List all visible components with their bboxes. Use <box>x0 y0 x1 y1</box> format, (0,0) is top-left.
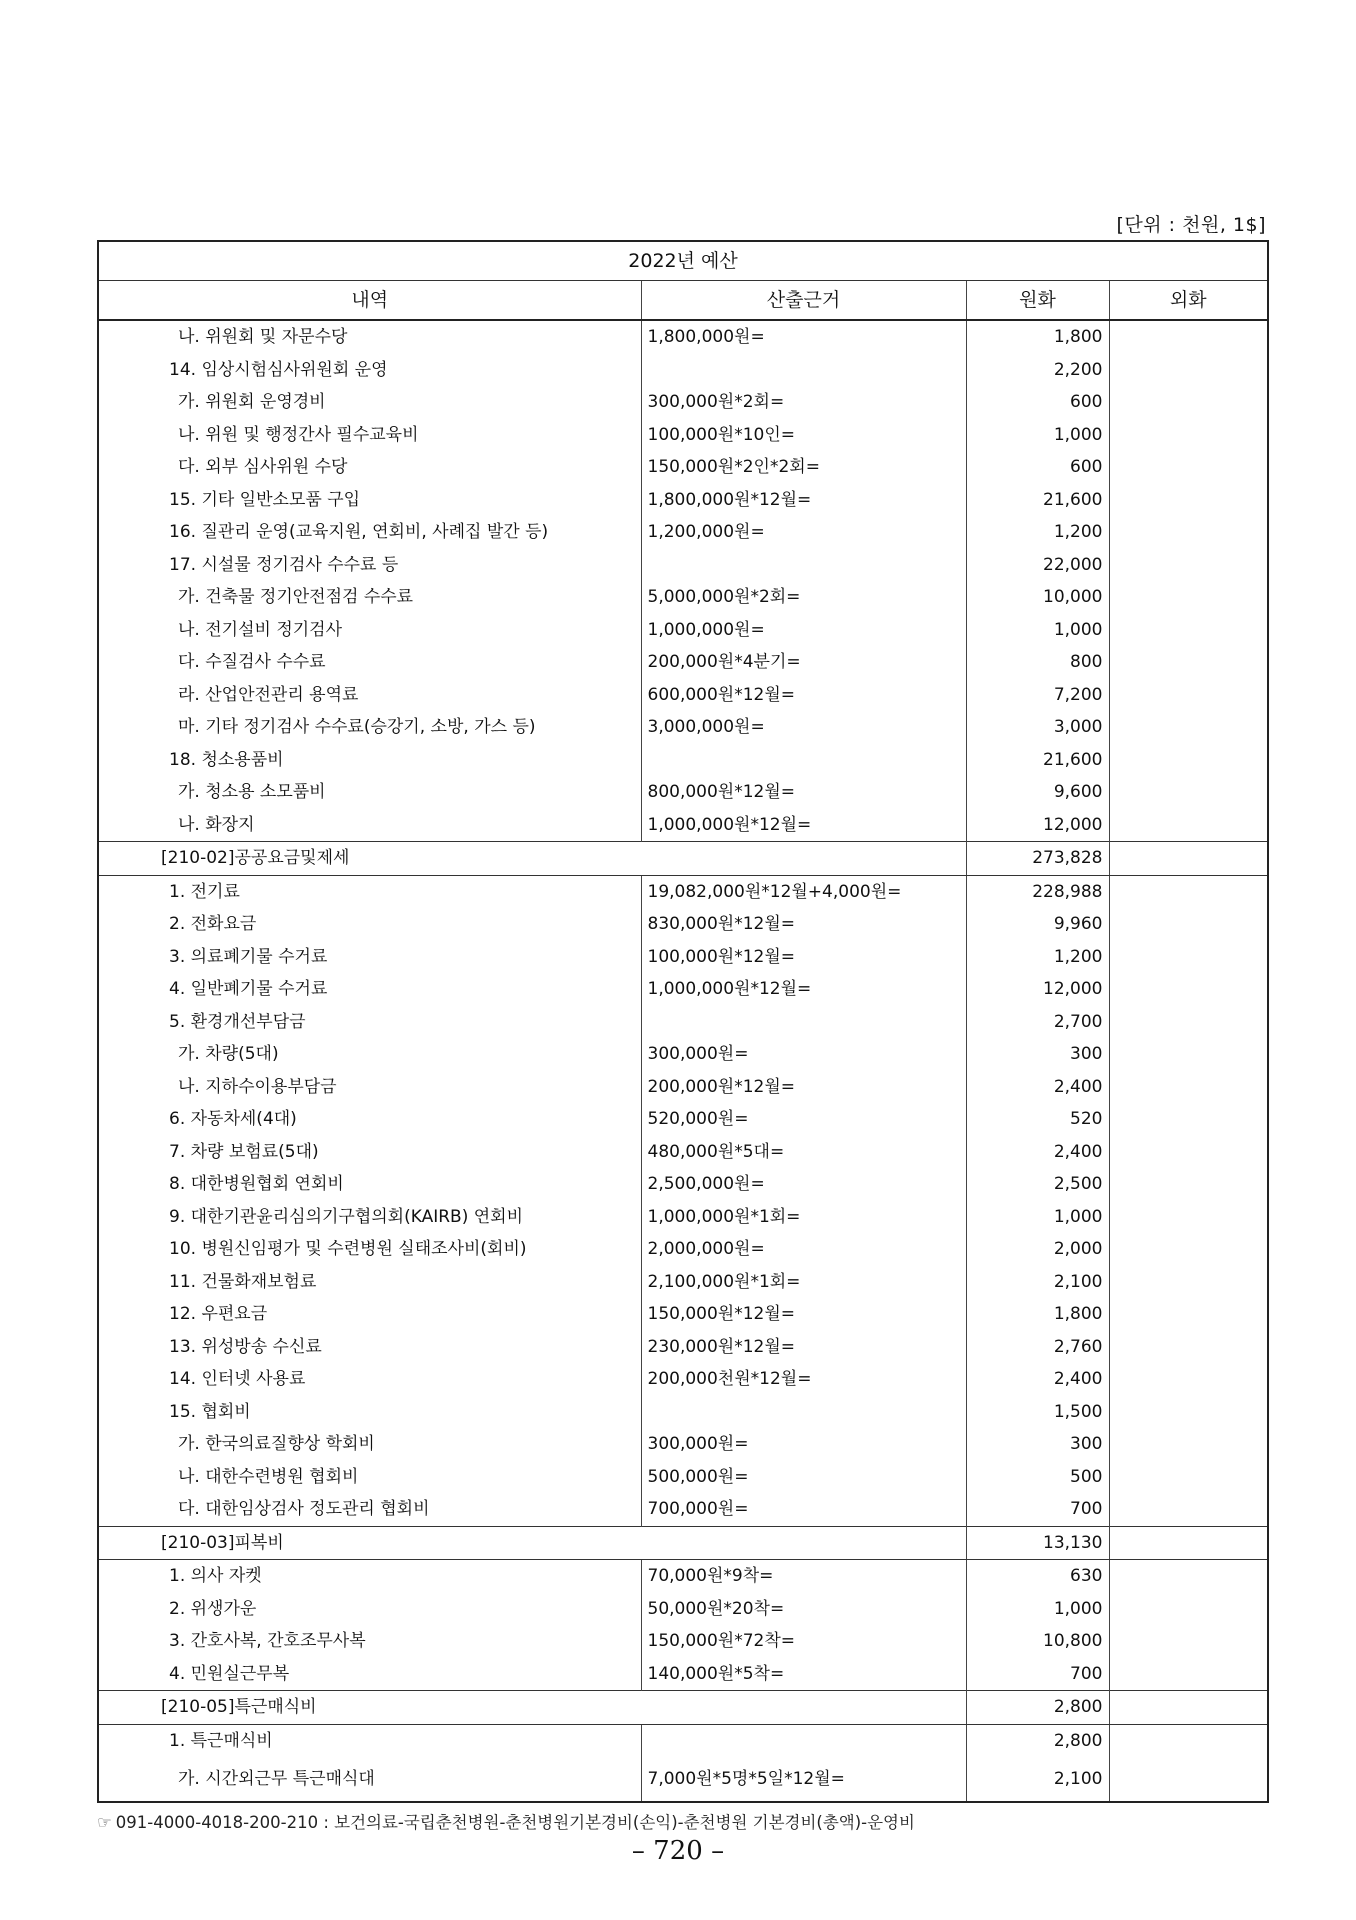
row-basis: 300,000원*2회= <box>641 386 966 419</box>
table-row <box>98 1331 1268 1364</box>
row-krw-amount: 1,500 <box>966 1396 1109 1429</box>
row-krw-amount: 1,000 <box>966 1593 1109 1626</box>
row-basis: 200,000원*12월= <box>641 1071 966 1104</box>
table-row <box>98 908 1268 941</box>
row-item: 다. 외부 심사위원 수당 <box>98 451 641 484</box>
row-krw-amount: 22,000 <box>966 549 1109 582</box>
column-header-basis: 산출근거 <box>641 281 966 321</box>
row-basis: 300,000원= <box>641 1428 966 1461</box>
row-foreign-amount <box>1109 679 1268 712</box>
table-row <box>98 646 1268 679</box>
column-header-krw: 원화 <box>966 281 1109 321</box>
row-foreign-amount <box>1109 1593 1268 1626</box>
row-basis <box>641 1396 966 1429</box>
row-basis: 1,000,000원*12월= <box>641 973 966 1006</box>
row-basis <box>641 354 966 387</box>
table-row <box>98 875 1268 908</box>
table-row <box>98 776 1268 809</box>
row-item: 나. 지하수이용부담금 <box>98 1071 641 1104</box>
table-row <box>98 1168 1268 1201</box>
table-row <box>98 941 1268 974</box>
section-title: [210-03]피복비 <box>98 1526 966 1560</box>
row-foreign-amount <box>1109 1168 1268 1201</box>
row-foreign-amount <box>1109 1658 1268 1691</box>
row-basis: 200,000원*4분기= <box>641 646 966 679</box>
table-row <box>98 1071 1268 1104</box>
row-item: 10. 병원신임평가 및 수련병원 실태조사비(회비) <box>98 1233 641 1266</box>
row-foreign-amount <box>1109 1298 1268 1331</box>
row-basis: 2,000,000원= <box>641 1233 966 1266</box>
table-row <box>98 581 1268 614</box>
table-row <box>98 354 1268 387</box>
row-krw-amount: 1,800 <box>966 1298 1109 1331</box>
row-item: 다. 대한임상검사 정도관리 협회비 <box>98 1493 641 1526</box>
row-foreign-amount <box>1109 1071 1268 1104</box>
row-krw-amount: 3,000 <box>966 711 1109 744</box>
row-basis: 1,000,000원*1회= <box>641 1201 966 1234</box>
row-foreign-amount <box>1109 1724 1268 1757</box>
row-item: 2. 위생가운 <box>98 1593 641 1626</box>
row-item: 3. 간호사복, 간호조무사복 <box>98 1625 641 1658</box>
table-title: 2022년 예산 <box>98 241 1268 281</box>
row-krw-amount: 21,600 <box>966 484 1109 517</box>
row-item: 가. 차량(5대) <box>98 1038 641 1071</box>
row-foreign-amount <box>1109 1006 1268 1039</box>
table-row <box>98 1428 1268 1461</box>
row-foreign-amount <box>1109 354 1268 387</box>
row-foreign-amount <box>1109 1266 1268 1299</box>
row-basis: 830,000원*12월= <box>641 908 966 941</box>
section-row <box>98 842 1268 876</box>
row-item: 14. 임상시험심사위원회 운영 <box>98 354 641 387</box>
table-row <box>98 1136 1268 1169</box>
row-foreign-amount <box>1109 875 1268 908</box>
row-foreign-amount <box>1109 744 1268 777</box>
row-krw-amount: 10,800 <box>966 1625 1109 1658</box>
table-header-row <box>98 281 1268 321</box>
row-item: 가. 시간외근무 특근매식대 <box>98 1757 641 1802</box>
budget-table <box>97 240 1269 1803</box>
row-foreign-amount <box>1109 516 1268 549</box>
row-basis: 1,800,000원= <box>641 320 966 354</box>
row-item: 17. 시설물 정기검사 수수료 등 <box>98 549 641 582</box>
row-item: 12. 우편요금 <box>98 1298 641 1331</box>
table-row <box>98 484 1268 517</box>
table-row <box>98 744 1268 777</box>
row-krw-amount: 2,800 <box>966 1724 1109 1757</box>
page-number: – 720 – <box>631 1836 725 1866</box>
row-item: 가. 위원회 운영경비 <box>98 386 641 419</box>
row-basis: 1,200,000원= <box>641 516 966 549</box>
row-item: 15. 협회비 <box>98 1396 641 1429</box>
row-foreign-amount <box>1109 1201 1268 1234</box>
table-row <box>98 451 1268 484</box>
section-row <box>98 1691 1268 1725</box>
row-krw-amount: 630 <box>966 1560 1109 1593</box>
table-row <box>98 1201 1268 1234</box>
row-krw-amount: 1,000 <box>966 1201 1109 1234</box>
row-foreign-amount <box>1109 549 1268 582</box>
row-basis: 500,000원= <box>641 1461 966 1494</box>
row-item: 8. 대한병원협회 연회비 <box>98 1168 641 1201</box>
row-item: 1. 전기료 <box>98 875 641 908</box>
row-krw-amount: 800 <box>966 646 1109 679</box>
row-item: 나. 대한수련병원 협회비 <box>98 1461 641 1494</box>
row-krw-amount: 7,200 <box>966 679 1109 712</box>
table-title-row <box>98 241 1268 281</box>
row-basis: 230,000원*12월= <box>641 1331 966 1364</box>
row-item: 가. 한국의료질향상 학회비 <box>98 1428 641 1461</box>
row-krw-amount: 2,100 <box>966 1266 1109 1299</box>
row-item: 3. 의료폐기물 수거료 <box>98 941 641 974</box>
row-item: 1. 특근매식비 <box>98 1724 641 1757</box>
row-krw-amount: 13,130 <box>966 1526 1109 1560</box>
row-foreign-amount <box>1109 1428 1268 1461</box>
row-krw-amount: 700 <box>966 1493 1109 1526</box>
row-item: 가. 청소용 소모품비 <box>98 776 641 809</box>
row-krw-amount: 2,760 <box>966 1331 1109 1364</box>
row-krw-amount: 2,200 <box>966 354 1109 387</box>
table-row <box>98 1233 1268 1266</box>
row-basis: 2,500,000원= <box>641 1168 966 1201</box>
row-basis: 480,000원*5대= <box>641 1136 966 1169</box>
row-foreign-amount <box>1109 1331 1268 1364</box>
row-foreign-amount <box>1109 484 1268 517</box>
row-item: 가. 건축물 정기안전점검 수수료 <box>98 581 641 614</box>
row-krw-amount: 273,828 <box>966 842 1109 876</box>
row-foreign-amount <box>1109 941 1268 974</box>
row-foreign-amount <box>1109 1625 1268 1658</box>
footer-note-text: 091-4000-4018-200-210 : 보건의료-국립춘천병원-춘천병원기본경비(손익)-춘천병원 기본경비(총액)-운영비 <box>115 1813 915 1832</box>
row-foreign-amount <box>1109 419 1268 452</box>
row-krw-amount: 300 <box>966 1038 1109 1071</box>
row-foreign-amount <box>1109 1526 1268 1560</box>
row-item: 6. 자동차세(4대) <box>98 1103 641 1136</box>
row-foreign-amount <box>1109 646 1268 679</box>
row-krw-amount: 1,200 <box>966 516 1109 549</box>
row-basis: 3,000,000원= <box>641 711 966 744</box>
table-row <box>98 679 1268 712</box>
row-foreign-amount <box>1109 842 1268 876</box>
row-basis: 150,000원*12월= <box>641 1298 966 1331</box>
row-basis: 1,800,000원*12월= <box>641 484 966 517</box>
row-foreign-amount <box>1109 809 1268 842</box>
row-basis: 50,000원*20착= <box>641 1593 966 1626</box>
row-basis: 140,000원*5착= <box>641 1658 966 1691</box>
row-item: 1. 의사 자켓 <box>98 1560 641 1593</box>
row-item: 나. 위원 및 행정간사 필수교육비 <box>98 419 641 452</box>
row-foreign-amount <box>1109 1757 1268 1802</box>
unit-label: [단위 : 천원, 1$] <box>1116 214 1266 236</box>
row-krw-amount: 2,400 <box>966 1363 1109 1396</box>
row-foreign-amount <box>1109 1038 1268 1071</box>
row-basis <box>641 549 966 582</box>
row-krw-amount: 700 <box>966 1658 1109 1691</box>
table-row <box>98 1266 1268 1299</box>
row-item: 9. 대한기관윤리심의기구협의회(KAIRB) 연회비 <box>98 1201 641 1234</box>
row-krw-amount: 2,700 <box>966 1006 1109 1039</box>
table-row <box>98 386 1268 419</box>
table-row <box>98 1757 1268 1802</box>
row-item: 18. 청소용품비 <box>98 744 641 777</box>
table-row <box>98 614 1268 647</box>
row-basis: 600,000원*12월= <box>641 679 966 712</box>
table-row <box>98 1493 1268 1526</box>
row-krw-amount: 9,600 <box>966 776 1109 809</box>
row-basis: 200,000천원*12월= <box>641 1363 966 1396</box>
row-basis: 2,100,000원*1회= <box>641 1266 966 1299</box>
table-row <box>98 1363 1268 1396</box>
row-basis: 700,000원= <box>641 1493 966 1526</box>
row-basis: 7,000원*5명*5일*12월= <box>641 1757 966 1802</box>
column-header-foreign: 외화 <box>1109 281 1268 321</box>
row-basis: 5,000,000원*2회= <box>641 581 966 614</box>
section-title: [210-05]특근매식비 <box>98 1691 966 1725</box>
row-foreign-amount <box>1109 1103 1268 1136</box>
table-row <box>98 1103 1268 1136</box>
row-krw-amount: 1,000 <box>966 419 1109 452</box>
row-krw-amount: 2,100 <box>966 1757 1109 1802</box>
row-basis: 100,000원*10인= <box>641 419 966 452</box>
row-item: 다. 수질검사 수수료 <box>98 646 641 679</box>
row-foreign-amount <box>1109 1396 1268 1429</box>
row-krw-amount: 520 <box>966 1103 1109 1136</box>
row-basis: 150,000원*2인*2회= <box>641 451 966 484</box>
table-row <box>98 973 1268 1006</box>
row-krw-amount: 2,800 <box>966 1691 1109 1725</box>
row-item: 2. 전화요금 <box>98 908 641 941</box>
row-item: 나. 전기설비 정기검사 <box>98 614 641 647</box>
row-krw-amount: 600 <box>966 386 1109 419</box>
table-body <box>98 320 1268 1802</box>
row-foreign-amount <box>1109 320 1268 354</box>
table-row <box>98 1038 1268 1071</box>
table-row <box>98 809 1268 842</box>
row-foreign-amount <box>1109 1691 1268 1725</box>
row-krw-amount: 21,600 <box>966 744 1109 777</box>
table-row <box>98 1593 1268 1626</box>
table-row <box>98 1658 1268 1691</box>
row-item: 5. 환경개선부담금 <box>98 1006 641 1039</box>
row-basis: 19,082,000원*12월+4,000원= <box>641 875 966 908</box>
row-basis: 800,000원*12월= <box>641 776 966 809</box>
row-foreign-amount <box>1109 386 1268 419</box>
row-krw-amount: 2,500 <box>966 1168 1109 1201</box>
row-foreign-amount <box>1109 1363 1268 1396</box>
row-basis <box>641 1724 966 1757</box>
table-row <box>98 1006 1268 1039</box>
pointing-hand-icon: ☞ <box>97 1813 112 1832</box>
row-item: 14. 인터넷 사용료 <box>98 1363 641 1396</box>
footer-note <box>97 1809 915 1833</box>
table-row <box>98 1625 1268 1658</box>
section-title: [210-02]공공요금및제세 <box>98 842 966 876</box>
row-krw-amount: 2,000 <box>966 1233 1109 1266</box>
row-item: 16. 질관리 운영(교육지원, 연회비, 사례집 발간 등) <box>98 516 641 549</box>
table-row <box>98 549 1268 582</box>
row-foreign-amount <box>1109 973 1268 1006</box>
table-row <box>98 1396 1268 1429</box>
row-foreign-amount <box>1109 1461 1268 1494</box>
row-krw-amount: 2,400 <box>966 1136 1109 1169</box>
row-foreign-amount <box>1109 581 1268 614</box>
row-item: 11. 건물화재보험료 <box>98 1266 641 1299</box>
row-basis: 100,000원*12월= <box>641 941 966 974</box>
table-row <box>98 1560 1268 1593</box>
row-krw-amount: 500 <box>966 1461 1109 1494</box>
row-krw-amount: 300 <box>966 1428 1109 1461</box>
row-item: 나. 화장지 <box>98 809 641 842</box>
section-row <box>98 1526 1268 1560</box>
row-basis: 1,000,000원*12월= <box>641 809 966 842</box>
row-foreign-amount <box>1109 776 1268 809</box>
table-row <box>98 320 1268 354</box>
row-foreign-amount <box>1109 1136 1268 1169</box>
row-krw-amount: 1,800 <box>966 320 1109 354</box>
row-item: 13. 위성방송 수신료 <box>98 1331 641 1364</box>
row-basis: 150,000원*72착= <box>641 1625 966 1658</box>
row-item: 7. 차량 보험료(5대) <box>98 1136 641 1169</box>
row-foreign-amount <box>1109 614 1268 647</box>
row-krw-amount: 10,000 <box>966 581 1109 614</box>
row-item: 마. 기타 정기검사 수수료(승강기, 소방, 가스 등) <box>98 711 641 744</box>
row-krw-amount: 600 <box>966 451 1109 484</box>
row-item: 15. 기타 일반소모품 구입 <box>98 484 641 517</box>
row-foreign-amount <box>1109 451 1268 484</box>
row-item: 나. 위원회 및 자문수당 <box>98 320 641 354</box>
row-basis <box>641 744 966 777</box>
row-item: 4. 민원실근무복 <box>98 1658 641 1691</box>
row-krw-amount: 12,000 <box>966 973 1109 1006</box>
row-foreign-amount <box>1109 908 1268 941</box>
table-row <box>98 516 1268 549</box>
row-basis: 1,000,000원= <box>641 614 966 647</box>
row-krw-amount: 228,988 <box>966 875 1109 908</box>
row-krw-amount: 1,200 <box>966 941 1109 974</box>
row-item: 라. 산업안전관리 용역료 <box>98 679 641 712</box>
row-krw-amount: 12,000 <box>966 809 1109 842</box>
table-row <box>98 711 1268 744</box>
row-foreign-amount <box>1109 711 1268 744</box>
table-row <box>98 1724 1268 1757</box>
row-basis: 70,000원*9착= <box>641 1560 966 1593</box>
row-item: 4. 일반폐기물 수거료 <box>98 973 641 1006</box>
table-row <box>98 1461 1268 1494</box>
row-basis <box>641 1006 966 1039</box>
row-foreign-amount <box>1109 1233 1268 1266</box>
row-basis: 520,000원= <box>641 1103 966 1136</box>
row-foreign-amount <box>1109 1560 1268 1593</box>
table-row <box>98 419 1268 452</box>
row-foreign-amount <box>1109 1493 1268 1526</box>
column-header-item: 내역 <box>98 281 641 321</box>
row-krw-amount: 9,960 <box>966 908 1109 941</box>
table-row <box>98 1298 1268 1331</box>
row-krw-amount: 2,400 <box>966 1071 1109 1104</box>
row-krw-amount: 1,000 <box>966 614 1109 647</box>
row-basis: 300,000원= <box>641 1038 966 1071</box>
